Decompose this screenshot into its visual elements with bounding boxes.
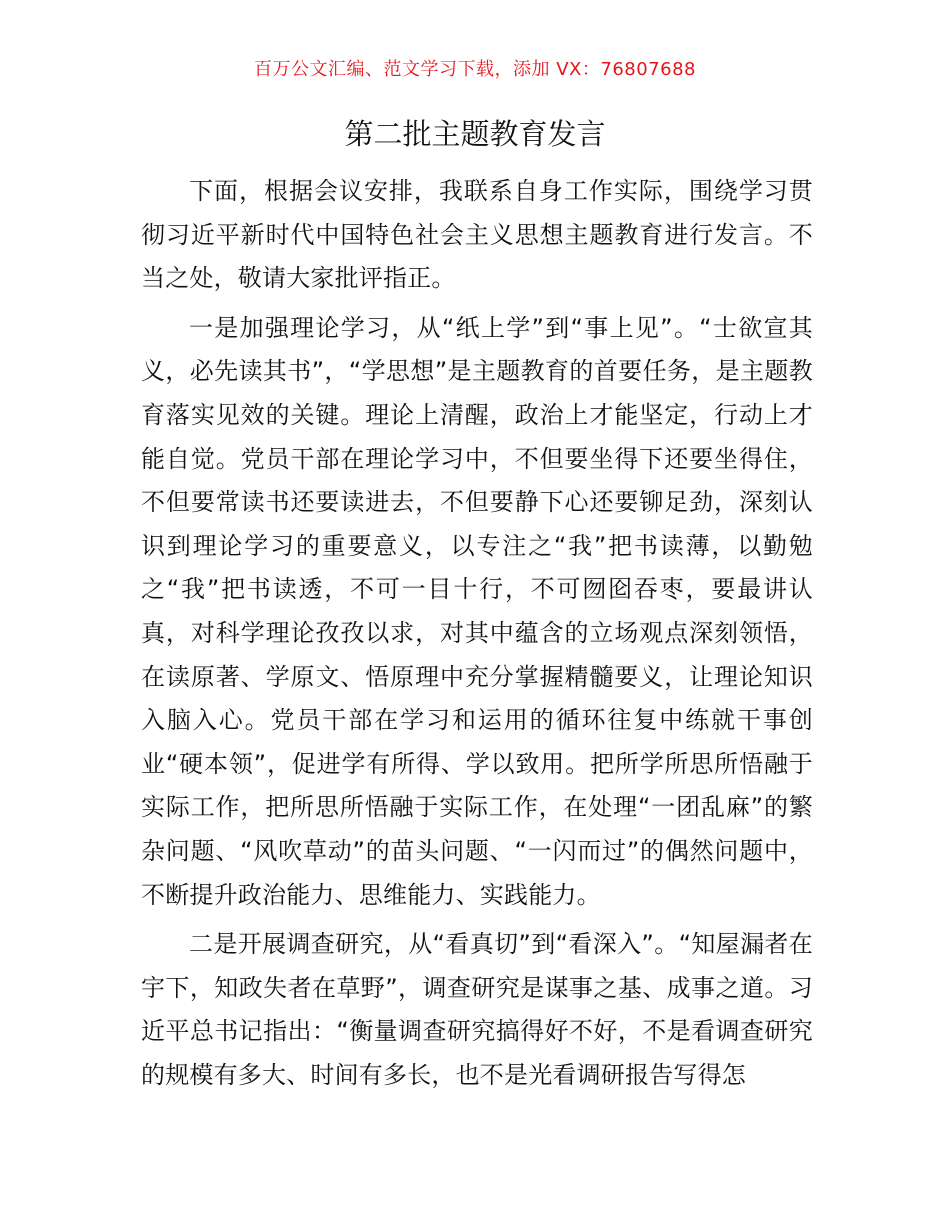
paragraph-investigation: 二是开展调查研究，从“看真切”到“看深入”。“知屋漏者在宇下，知政失者在草野”，调查研究是谋事之基、成事之道。习近平总书记指出：“衡量调查研究搞得好不好，不是看调查研究的规模有多大、时间有多长，也不是光看调研报告写得怎 xyxy=(141,930,813,1089)
document-title: 第二批主题教育发言 xyxy=(344,117,606,151)
paragraph-theory-study: 一是加强理论学习，从“纸上学”到“事上见”。“士欲宣其义，必先读其书”，“学思想”是主题教育的首要任务，是主题教育落实见效的关键。理论上清醒，政治上才能坚定，行动上才能自觉。党员干部在理论学习中，不但要坐得下还要坐得住，不但要常读书还要读进去，不但要静下心还要铆足劲，深刻认识到理论学习的重要意义，以专注之“我”把书读薄，以勤勉之“我”把书读透，不可一目十行，不可囫囵吞枣，要最讲认真，对科学理论孜孜以求，对其中蕴含的立场观点深刻领悟，在读原著、学原文、悟原理中充分掌握精髓要义，让理论知识入脑入心。党员干部在学习和运用的循环往复中练就干事创业“硬本领”，促进学有所得、学以致用。把所学所思所悟融于实际工作，把所思所悟融于实际工作，在处理“一团乱麻”的繁杂问题、“风吹草动”的苗头问题、“一闪而过”的偶然问题中，不断提升政治能力、思维能力、实践能力。 xyxy=(141,313,813,909)
header-ad-text: 百万公文汇编、范文学习下载，添加 VX：76807688 xyxy=(254,59,696,80)
paragraph-intro: 下面，根据会议安排，我联系自身工作实际，围绕学习贯彻习近平新时代中国特色社会主义思想主题教育进行发言。不当之处，敬请大家批评指正。 xyxy=(141,177,813,293)
document-body xyxy=(141,170,813,1103)
